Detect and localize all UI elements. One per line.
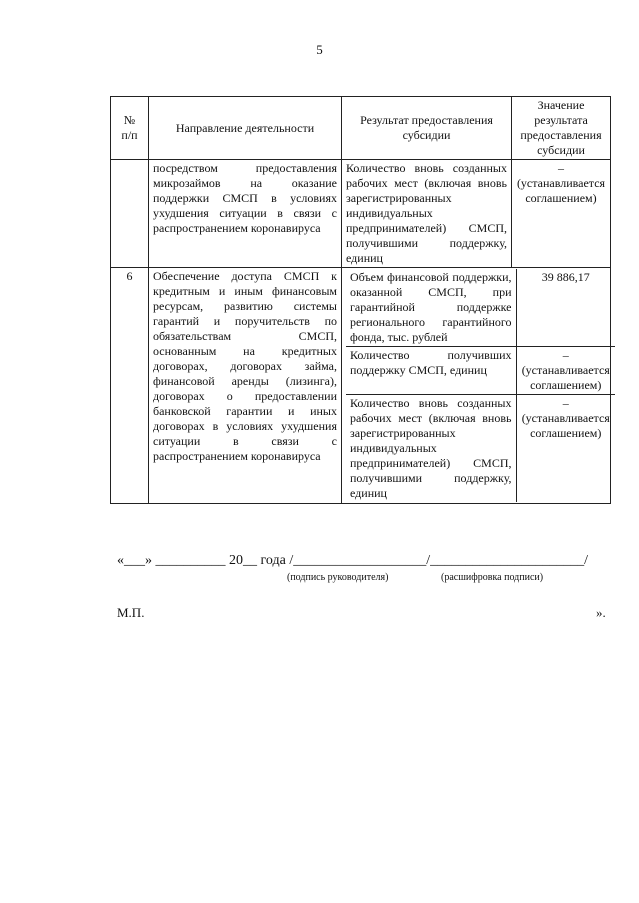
table-row <box>111 268 611 504</box>
header-result: Результат предоставления субсидии <box>342 97 512 160</box>
value-cell: – (устанавливается соглашением) <box>516 347 615 395</box>
subsidy-results-table <box>110 96 611 504</box>
page-number: 5 <box>316 42 323 57</box>
result-cell: Количество получивших поддержку СМСП, единиц <box>346 347 516 395</box>
table-row <box>111 160 611 268</box>
table-header-row <box>111 97 611 160</box>
closing-mark: ». <box>596 605 606 620</box>
signature-caption-decode: (расшифровка подписи) <box>441 572 544 583</box>
value-cell: – (устанавливается соглашением) <box>516 395 615 503</box>
results-group <box>342 268 611 504</box>
result-subrow <box>346 395 615 503</box>
result-cell: Объем финансовой поддержки, оказанной СМСП, при гарантийной поддержке регионального гарантийного фонда, тыс. рублей <box>350 270 512 344</box>
signature-line: «___» __________ 20__ года /___________________/______________________/ <box>117 553 588 568</box>
direction-cell: посредством предоставления микрозаймов на оказание поддержки СМСП в условиях ухудшения ситуации в связи с распространением коронавируса <box>149 160 342 268</box>
direction-cell: Обеспечение доступа СМСП к кредитным и иным финансовым ресурсам, развитию системы гарантий и поручительств по обязательствам СМСП, основанным на кредитных договорах, договорах займа, финансовой аренды (лизинга), договорах о предоставлении банковской гарантии и иных договорах в условиях ухудшения ситуации в связи с распространением коронавируса <box>149 268 342 504</box>
result-cell: Количество вновь созданных рабочих мест (включая вновь зарегистрированных индивидуальных предпринимателей) СМСП, получившими поддержку, единиц <box>342 160 512 268</box>
row-number: 6 <box>111 268 149 504</box>
result-subrow <box>346 269 615 347</box>
signature-caption-head: (подпись руководителя) <box>287 572 389 583</box>
header-num: № п/п <box>111 97 149 160</box>
stamp-label: М.П. <box>117 605 145 620</box>
value-cell: 39 886,17 <box>516 269 615 347</box>
header-value: Значение результата предоставления субсидии <box>512 97 611 160</box>
value-cell: – (устанавливается соглашением) <box>512 160 611 268</box>
result-cell: Количество вновь созданных рабочих мест (включая вновь зарегистрированных индивидуальных предпринимателей) СМСП, получившими поддержку, единиц <box>346 395 516 503</box>
row-number <box>111 160 149 268</box>
header-direction: Направление деятельности <box>149 97 342 160</box>
result-subrow <box>346 347 615 395</box>
results-subtable <box>346 269 615 502</box>
